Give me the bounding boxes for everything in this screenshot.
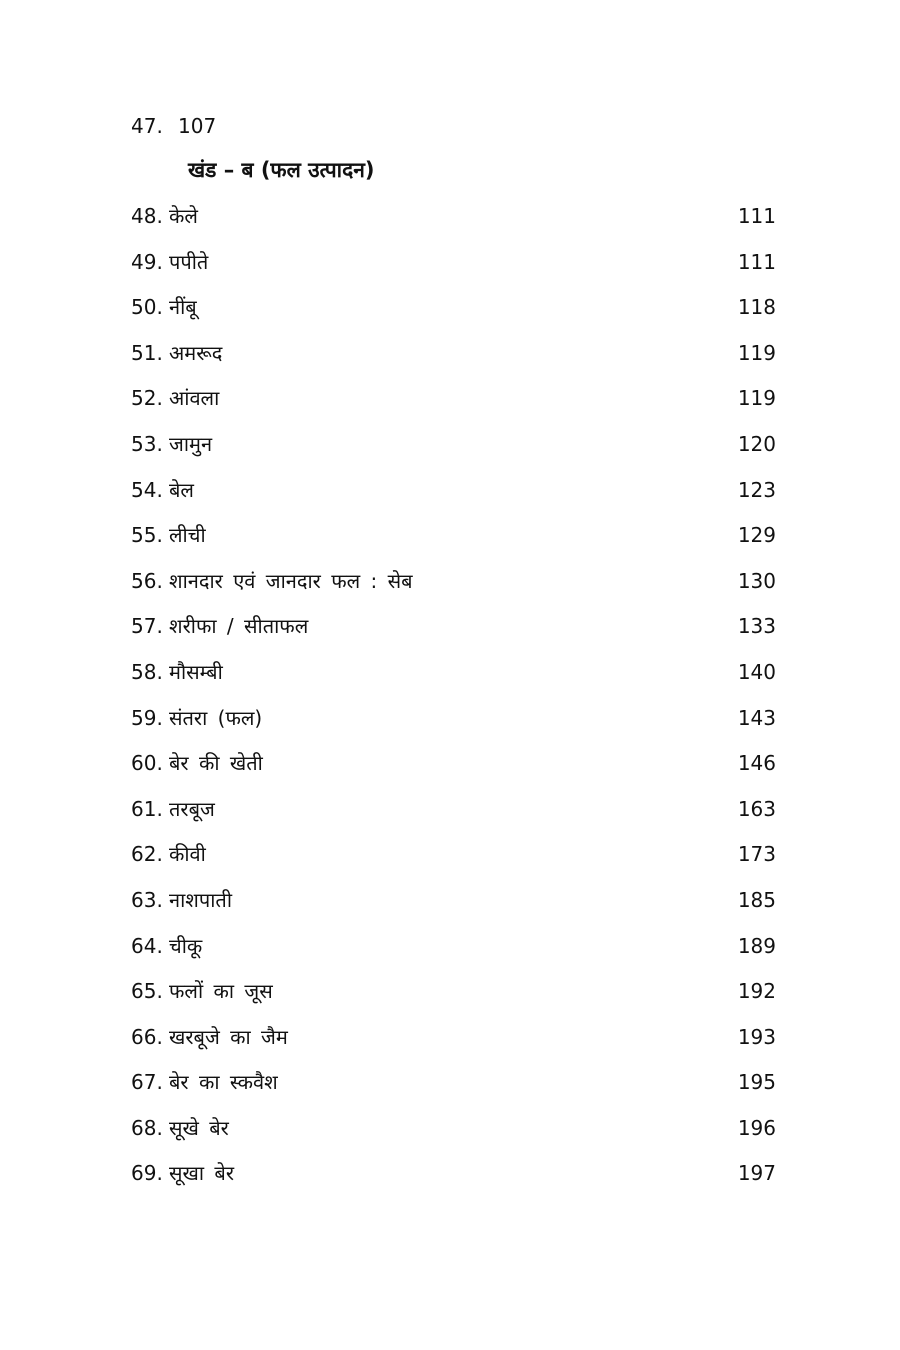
entry-title: पपीते <box>169 249 209 274</box>
toc-entry <box>131 838 776 884</box>
toc-entry <box>131 565 776 611</box>
entry-page-number: 111 <box>737 249 776 274</box>
toc-entry <box>131 1066 776 1112</box>
entry-page-number: 195 <box>737 1070 776 1095</box>
entry-page-number: 140 <box>737 659 776 684</box>
entry-number: 55. <box>131 523 163 548</box>
entry-number: 65. <box>131 979 163 1004</box>
entry-number: 64. <box>131 933 163 958</box>
entry-number: 47. <box>131 114 163 138</box>
entry-title: जामुन <box>169 431 213 456</box>
entry-title: लीची <box>169 523 206 548</box>
entry-page-number: 118 <box>737 295 776 320</box>
entry-title: शानदार एवं जानदार फल : सेब <box>169 568 413 593</box>
toc-entry <box>131 337 776 383</box>
entry-page-number: 143 <box>737 705 776 730</box>
entry-number: 59. <box>131 705 163 730</box>
toc-entry <box>131 747 776 793</box>
entry-page-number: 129 <box>737 523 776 548</box>
entry-page-number: 123 <box>737 477 776 502</box>
entry-number: 61. <box>131 796 163 821</box>
entry-page-number: 107 <box>178 114 217 138</box>
entry-number: 54. <box>131 477 163 502</box>
entry-page-number: 120 <box>737 431 776 456</box>
entry-page-number: 197 <box>737 1161 776 1186</box>
toc-entry <box>131 382 776 428</box>
entry-number: 57. <box>131 614 163 639</box>
entry-page-number: 185 <box>737 887 776 912</box>
entry-title: खरबूजे का जैम <box>169 1024 288 1049</box>
entry-page-number: 173 <box>737 842 776 867</box>
entry-title: सूखे बेर <box>169 1115 229 1140</box>
entry-page-number: 196 <box>737 1115 776 1140</box>
entry-title: मौसम्बी <box>169 659 223 684</box>
entry-title: संतरा (फल) <box>169 705 263 730</box>
toc-entry <box>131 975 776 1021</box>
entry-title: बेर का स्कवैश <box>169 1070 278 1095</box>
entry-number: 68. <box>131 1115 163 1140</box>
entry-title: अमरूद <box>169 340 223 365</box>
toc-entry-47 <box>131 112 216 140</box>
toc-entry <box>131 1021 776 1067</box>
entry-number: 48. <box>131 204 163 228</box>
entry-page-number: 192 <box>737 979 776 1004</box>
entry-title: चीकू <box>169 933 203 958</box>
toc-entry <box>131 474 776 520</box>
entry-title: आंवला <box>169 386 220 411</box>
entry-number: 62. <box>131 842 163 867</box>
entry-title: बेल <box>169 477 194 502</box>
toc-entry <box>131 884 776 930</box>
toc-entry <box>131 246 776 292</box>
entry-number: 52. <box>131 386 163 411</box>
entry-title: सूखा बेर <box>169 1161 235 1186</box>
entry-number: 63. <box>131 887 163 912</box>
entry-page-number: 163 <box>737 796 776 821</box>
toc-entry <box>131 200 776 246</box>
entry-number: 67. <box>131 1070 163 1095</box>
entry-page-number: 111 <box>737 204 776 228</box>
entry-page-number: 189 <box>737 933 776 958</box>
entry-page-number: 133 <box>737 614 776 639</box>
toc-entry <box>131 519 776 565</box>
entry-title: शरीफा / सीताफल <box>169 614 309 639</box>
entry-title: कीवी <box>169 842 206 867</box>
entry-page-number: 119 <box>737 386 776 411</box>
toc-entry <box>131 1112 776 1158</box>
entry-title: केले <box>169 204 198 228</box>
entry-number: 53. <box>131 431 163 456</box>
entry-page-number: 130 <box>737 568 776 593</box>
entry-title: फलों का जूस <box>169 979 273 1004</box>
toc-entry <box>131 702 776 748</box>
toc-entry <box>131 656 776 702</box>
entry-page-number: 119 <box>737 340 776 365</box>
toc-entry <box>131 1157 776 1203</box>
toc-entry <box>131 428 776 474</box>
toc-entry <box>131 291 776 337</box>
entry-title: बेर की खेती <box>169 751 263 776</box>
entry-number: 58. <box>131 659 163 684</box>
entry-title: तरबूज <box>169 796 215 821</box>
entry-page-number: 146 <box>737 751 776 776</box>
entry-number: 69. <box>131 1161 163 1186</box>
entry-page-number: 193 <box>737 1024 776 1049</box>
entry-number: 56. <box>131 568 163 593</box>
toc-entry <box>131 793 776 839</box>
toc-entry <box>131 930 776 976</box>
entry-title: नींबू <box>169 295 197 320</box>
entry-number: 60. <box>131 751 163 776</box>
entry-number: 50. <box>131 295 163 320</box>
entry-number: 51. <box>131 340 163 365</box>
entry-number: 66. <box>131 1024 163 1049</box>
entry-title: नाशपाती <box>169 887 232 912</box>
section-heading: खंड – ब (फल उत्पादन) <box>188 158 375 182</box>
toc-entry <box>131 610 776 656</box>
table-of-contents <box>131 200 776 1203</box>
entry-number: 49. <box>131 249 163 274</box>
